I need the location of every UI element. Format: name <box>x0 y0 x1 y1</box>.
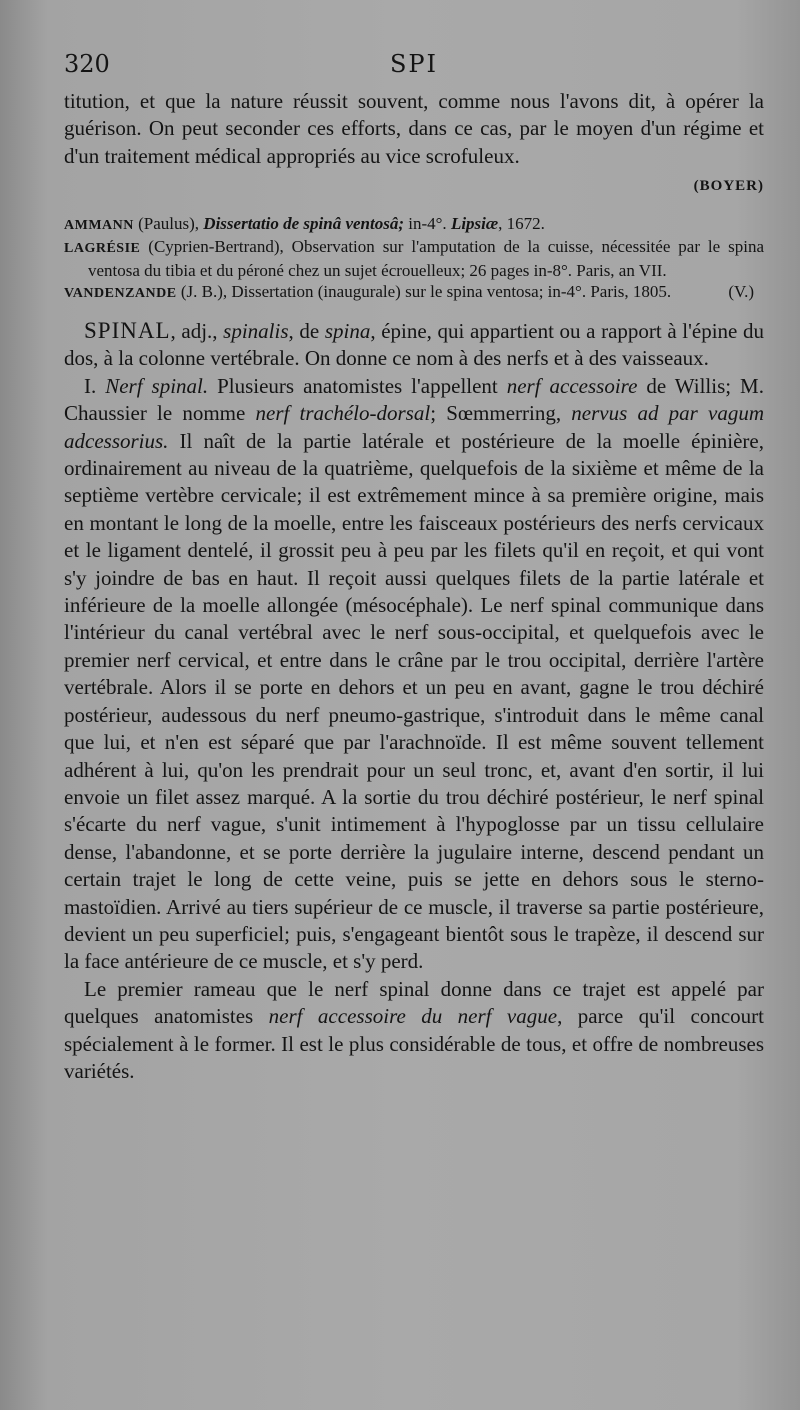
bib-details: (Paulus), <box>138 213 204 233</box>
latin-term: spinalis <box>223 319 289 343</box>
page-number: 320 <box>64 50 110 78</box>
article-text: , épine, qui appartient ou a rapport à l'épine du dos, à la colonne vertébrale. On donne ce nom à des nerfs et à des vaisseaux. <box>64 319 764 371</box>
intro-text: titution, et que la nature réussit souvent, comme nous l'avons dit, à opérer la guérison. On peut seconder ces efforts, dans ce cas, par le moyen d'un régime et d'un traitement médical appropriés au vice scrofuleux. <box>64 89 764 168</box>
term: nerf accessoire du nerf vague <box>268 1004 558 1029</box>
bibliography-entry <box>64 236 764 281</box>
bib-format: in-4°. <box>404 213 451 233</box>
article-text: , adj., <box>170 319 224 343</box>
bib-details: (J. B.), Dissertation (inaugurale) sur le spina ventosa; in-4°. Paris, 1805. <box>180 282 672 302</box>
article-text: , de <box>288 319 325 343</box>
bib-title: Dissertatio de spinâ ventosâ; <box>203 213 404 233</box>
intro-paragraph <box>64 88 764 170</box>
term: nerf trachélo-dorsal <box>255 401 431 426</box>
section-term: Nerf spinal. <box>105 373 209 398</box>
bib-signature: (V.) <box>728 282 754 302</box>
section-number: I. <box>84 373 106 398</box>
term: nervus ad par vagum adcessorius. <box>64 401 764 453</box>
article-text: Plusieurs anatomistes l'appellent <box>208 373 507 398</box>
bib-author: AMMANN <box>64 217 134 233</box>
running-title: SPI <box>389 50 439 78</box>
bib-year: , 1672. <box>498 213 545 233</box>
article-paragraph <box>64 317 764 373</box>
bib-author: VANDENZANDE <box>64 286 177 302</box>
bib-author: LAGRÉSIE <box>64 241 141 257</box>
intro-signature: (BOYER) <box>693 178 764 195</box>
bib-place: Lipsiæ <box>450 213 499 233</box>
bib-details: (Cyprien-Bertrand), Observation sur l'amputation de la cuisse, nécessitée par le spina ventosa du tibia et du péroné chez un sujet écrouelleux; 26 pages in-8°. Paris, an VII. <box>88 237 764 280</box>
term: nerf accessoire <box>506 373 638 398</box>
article-text: Le premier rameau que le nerf spinal donne dans ce trajet est appelé par quelques anatomistes <box>64 976 764 1029</box>
article-paragraph <box>64 373 764 976</box>
headword: SPINAL <box>84 318 171 343</box>
article-text: ; Sœmmerring, <box>430 401 572 426</box>
article-text: de Willis; M. Chaussier le nomme <box>64 373 764 426</box>
bibliography-entry <box>64 213 764 237</box>
page-header <box>64 50 764 88</box>
intro-signature-line <box>64 170 764 200</box>
bibliography <box>64 213 764 305</box>
article-text: , parce qu'il concourt spécialement à le former. Il est le plus considérable de tous, et offre de nombreuses variétés. <box>64 1004 764 1083</box>
dictionary-article <box>64 317 764 1085</box>
bibliography-entry <box>64 281 764 305</box>
article-paragraph <box>64 976 764 1086</box>
article-text: Il naît de la partie latérale et postérieure de la moelle épinière, ordinairement au niveau de la quatrième, quelquefois de la sixième et même de la septième vertèbre cervicale; il est extrêmement mince à sa première origine, mais en montant le long de la moelle, entre les faisceaux postérieurs des nerfs cervicaux et le ligament dentelé, il grossit peu à peu par les filets qu'il en reçoit, et qui vont s'y joindre de bas en haut. Il reçoit aussi quelques filets de la partie latérale et inférieure de la moelle allongée (mésocéphale). Le nerf spinal communique dans l'intérieur du canal vertébral avec le nerf sous-occipital, et quelquefois avec le premier nerf cervical, et entre dans le crâne par le trou occipital, derrière l'artère vertébrale. Alors il se porte en dehors et un peu en avant, gagne le trou déchiré postérieur, audessous du nerf pneumo-gastrique, s'introduit dans le même canal que lui, et n'en est séparé que par l'arachnoïde. Il est même souvent tellement adhérent à lui, qu'on les prendrait pour un seul tronc, et, avant d'en sortir, il lui envoie un filet assez marqué. A la sortie du trou déchiré postérieur, le nerf spinal s'écarte du nerf vague, s'unit intimement à l'hypoglosse par un tissu cellulaire dense, l'abandonne, et se porte derrière la jugulaire interne, descend pendant un certain trajet le long de cette veine, puis se jette en dehors sous le sterno-mastoïdien. Arrivé au tiers supérieur de ce muscle, il traverse sa partie postérieure, devient un peu superficiel; puis, s'engageant bientôt sous le trapèze, il descend sur la face antérieure de ce muscle, et s'y perd. <box>64 428 764 974</box>
latin-term: spina <box>324 319 371 343</box>
